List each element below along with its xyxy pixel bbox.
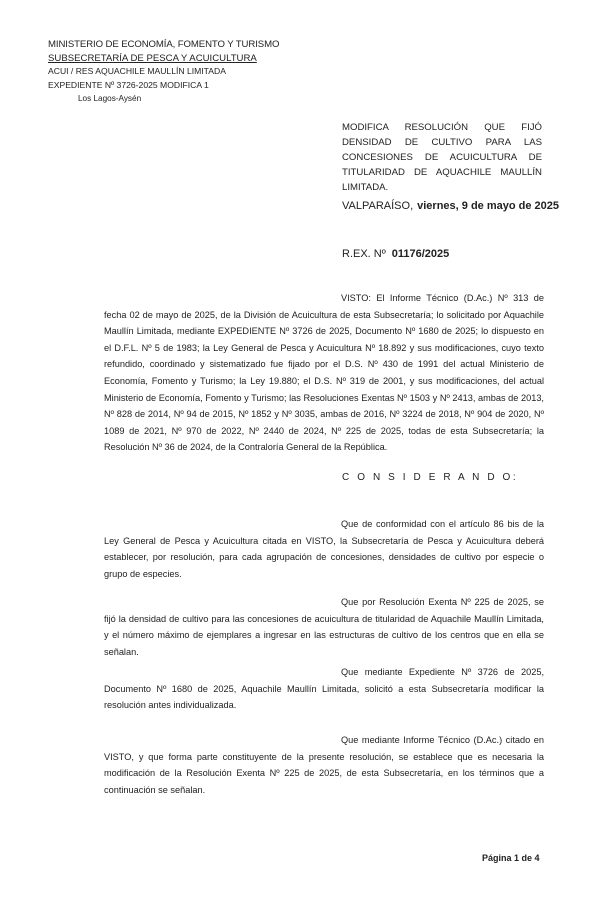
visto-paragraph (104, 290, 544, 456)
considerando-body: la Ley General de Pesca y Acuicultura citada en VISTO, la Subsecretaría de Pesca y Acuicultura deberá establecer, por resolución, para cada agrupación de concesiones, densidades de cultivo por especie o grupo de especies. (104, 519, 544, 579)
company-reference: ACUI / RES AQUACHILE MAULLÍN LIMITADA (48, 66, 226, 76)
resolution-number-line (342, 248, 449, 260)
considerando-paragraph (104, 664, 544, 714)
considerando-paragraph (104, 516, 544, 582)
expediente-reference: EXPEDIENTE Nº 3726-2025 MODIFICA 1 (48, 79, 209, 90)
visto-body: fecha 02 de mayo de 2025, de la División de Acuicultura de esta Subsecretaría; lo solicitado por Aquachile Maullín Limitada, mediante EXPEDIENTE Nº 3726 de 2025, Documento Nº 1680 de 2025; lo dispuesto en el D.F.L. Nº 5 de 1983; la Ley General de Pesca y Acuicultura Nº 18.892 y sus modificaciones, cuyo texto refundido, coordinado y sistematizado fue fijado por el D.S. Nº 430 de 1991 del actual Ministerio de Economía, Fomento y Turismo; la Ley 19.880; el D.S. Nº 319 de 2001, y sus modificaciones, del actual Ministerio de Economía, Fomento y Turismo; las Resoluciones Exentas Nº 1503 y Nº 2413, ambas de 2013, Nº 828 de 2014, Nº 94 de 2015, Nº 1852 y Nº 3035, ambas de 2016, Nº 3224 de 2018, Nº 904 de 2020, Nº 1089 de 2021, Nº 970 de 2022, Nº 2440 de 2024, Nº 225 de 2025, todas de esta Subsecretaría; la Resolución Nº 36 de 2024, de la Contraloría General de la República. (104, 309, 544, 453)
considerando-paragraph (104, 594, 544, 660)
considerando-body: Documento Nº 1680 de 2025, Aquachile Maullín Limitada, solicitó a esta Subsecretaría modificar la resolución antes individualizada. (104, 683, 544, 711)
considerando-lead: Que por Resolución Exenta Nº 225 de 2025, (341, 597, 531, 607)
rex-number: 01176/2025 (391, 248, 450, 260)
region-reference: Los Lagos-Aysén (78, 94, 142, 103)
resolution-title: MODIFICA RESOLUCIÓN QUE FIJÓ DENSIDAD DE CULTIVO PARA LAS CONCESIONES DE ACUICULTURA DE TITULARIDAD DE AQUACHILE MAULLÍN LIMITADA. (342, 122, 542, 193)
considerando-paragraph (104, 732, 544, 798)
subsecretaria-name: SUBSECRETARÍA DE PESCA Y ACUICULTURA (48, 52, 257, 64)
visto-lead: VISTO: El Informe Técnico (D.Ac.) Nº 313 de (341, 293, 544, 303)
place-date-line (342, 200, 559, 212)
rex-label: R.EX. Nº (342, 248, 386, 260)
place: VALPARAÍSO, (342, 200, 414, 212)
considerando-body: en VISTO, y que forma parte constituyente de la presente resolución, se establece que es necesaria la modificación de la Resolución Exenta Nº 225 de 2025, de esta Subsecretaría, en los términos que a continuación se señalan. (104, 735, 544, 795)
considerando-heading: C O N S I D E R A N D O: (342, 472, 519, 483)
considerando-body: se fijó la densidad de cultivo para las concesiones de acuicultura de titularidad de Aquachile Maullín Limitada, y el número máximo de ejemplares a ingresar en las estructuras de cultivo de los centros que en ella se señalan. (104, 597, 544, 657)
ministry-name: MINISTERIO DE ECONOMÍA, FOMENTO Y TURISMO (48, 39, 280, 50)
letterhead (48, 38, 279, 106)
page-number: Página 1 de 4 (482, 853, 540, 863)
considerando-lead: Que mediante Expediente Nº 3726 de 2025, (341, 667, 544, 677)
considerando-lead: Que de conformidad con el artículo 86 bis de (341, 519, 534, 529)
resolution-date: viernes, 9 de mayo de 2025 (417, 200, 559, 212)
considerando-lead: Que mediante Informe Técnico (D.Ac.) citado (341, 735, 531, 745)
